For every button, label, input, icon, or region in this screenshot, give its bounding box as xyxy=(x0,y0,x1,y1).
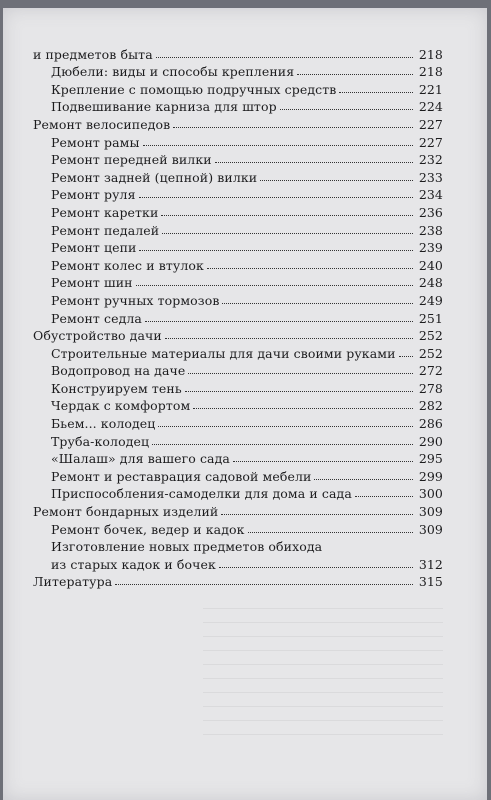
toc-section-row xyxy=(33,572,443,590)
toc-section-row xyxy=(33,501,443,519)
toc-page-number: 227 xyxy=(418,134,443,150)
dot-leader xyxy=(222,303,413,304)
toc-page-number: 295 xyxy=(418,451,443,467)
toc-section-row xyxy=(33,114,443,132)
toc-page-number: 233 xyxy=(418,169,443,185)
toc-entry-title: Труба-колодец xyxy=(51,433,150,449)
toc-entry-title: Ремонт педалей xyxy=(51,222,160,238)
dot-leader xyxy=(136,285,413,286)
toc-entry-title: Конструируем тень xyxy=(51,380,182,396)
toc-entry-title: Ремонт бондарных изделий xyxy=(33,504,219,520)
dot-leader xyxy=(139,250,413,251)
dot-leader xyxy=(248,532,413,533)
toc-entry-row xyxy=(33,449,443,467)
toc-entry-row xyxy=(33,554,443,572)
toc-entry-row xyxy=(33,220,443,238)
toc-entry-row xyxy=(33,132,443,150)
toc-entry-title: Ремонт руля xyxy=(51,187,136,203)
toc-page-number: 252 xyxy=(418,328,443,344)
toc-entry-row xyxy=(33,519,443,537)
toc-entry-row xyxy=(33,484,443,502)
toc-entry-title: Ремонт цепи xyxy=(51,240,137,256)
toc-page-number: 252 xyxy=(418,345,443,361)
toc-entry-row xyxy=(33,79,443,97)
toc-page-number: 272 xyxy=(418,363,443,379)
dot-leader xyxy=(165,338,413,339)
toc-page-number: 278 xyxy=(418,380,443,396)
toc-entry-row xyxy=(33,290,443,308)
toc-entry-row xyxy=(33,308,443,326)
dot-leader xyxy=(219,567,413,568)
toc-page-number: 236 xyxy=(418,204,443,220)
dot-leader xyxy=(339,92,413,93)
book-page xyxy=(3,8,487,800)
dot-leader xyxy=(115,584,413,585)
toc-entry-title: «Шалаш» для вашего сада xyxy=(51,451,230,467)
toc-entry-row xyxy=(33,466,443,484)
toc-page-number: 218 xyxy=(418,64,443,80)
toc-entry-row xyxy=(33,185,443,203)
toc-entry-row xyxy=(33,396,443,414)
toc-entry-row xyxy=(33,150,443,168)
toc-entry-title: из старых кадок и бочек xyxy=(51,556,216,572)
dot-leader xyxy=(139,197,413,198)
dot-leader xyxy=(193,408,413,409)
toc-entry-title: Ремонт бочек, ведер и кадок xyxy=(51,521,245,537)
toc-entry-row xyxy=(33,378,443,396)
dot-leader xyxy=(280,109,413,110)
dot-leader xyxy=(260,180,413,181)
toc-page-number: 251 xyxy=(418,310,443,326)
toc-entry-title: Дюбели: виды и способы крепления xyxy=(51,64,295,80)
toc-entry-row xyxy=(33,413,443,431)
dot-leader xyxy=(188,373,413,374)
dot-leader xyxy=(221,514,413,515)
toc-page-number: 315 xyxy=(418,574,443,590)
toc-page-number: 232 xyxy=(418,152,443,168)
toc-entry-row xyxy=(33,273,443,291)
toc-entry-title: и предметов быта xyxy=(33,46,153,62)
toc-entry-title: Приспособления-самоделки для дома и сада xyxy=(51,486,352,502)
toc-entry-title: Водопровод на даче xyxy=(51,363,186,379)
toc-entry-title: Ремонт задней (цепной) вилки xyxy=(51,169,258,185)
dot-leader xyxy=(156,57,413,58)
toc-page-number: 309 xyxy=(418,504,443,520)
toc-page-number: 239 xyxy=(418,240,443,256)
toc-entry-row xyxy=(33,255,443,273)
toc-section-row xyxy=(33,326,443,344)
dot-leader xyxy=(185,391,413,392)
dot-leader xyxy=(355,496,413,497)
toc-page-number: 227 xyxy=(418,116,443,132)
toc-page-number: 224 xyxy=(418,99,443,115)
show-through-text xyxy=(203,608,443,738)
dot-leader xyxy=(173,127,413,128)
toc-entry-title: Ремонт и реставрация садовой мебели xyxy=(51,468,312,484)
toc-entry-title: Ремонт рамы xyxy=(51,134,140,150)
toc-entry-title: Ремонт каретки xyxy=(51,204,159,220)
toc-entry-row xyxy=(33,62,443,80)
toc-entry-row xyxy=(33,202,443,220)
toc-entry-title: Подвешивание карниза для штор xyxy=(51,99,277,115)
toc-entry-title: Крепление с помощью подручных средств xyxy=(51,81,337,97)
dot-leader xyxy=(161,215,413,216)
dot-leader xyxy=(143,145,413,146)
dot-leader xyxy=(145,321,413,322)
toc-entry-row xyxy=(33,97,443,115)
dot-leader xyxy=(314,479,413,480)
toc-page-number: 290 xyxy=(418,433,443,449)
dot-leader xyxy=(162,233,413,234)
toc-entry-title: Ремонт ручных тормозов xyxy=(51,292,220,308)
toc-entry-title: Ремонт колес и втулок xyxy=(51,257,204,273)
toc-page-number: 299 xyxy=(418,468,443,484)
toc-page-number: 234 xyxy=(418,187,443,203)
toc-entry-title: Ремонт шин xyxy=(51,275,133,291)
toc-entry-row xyxy=(33,238,443,256)
toc-section-row xyxy=(33,44,443,62)
dot-leader xyxy=(233,461,413,462)
dot-leader xyxy=(297,74,413,75)
dot-leader xyxy=(152,444,413,445)
toc-page-number: 282 xyxy=(418,398,443,414)
toc-entry-title: Литература xyxy=(33,574,113,590)
toc-entry-row xyxy=(33,361,443,379)
toc-entry-row xyxy=(33,167,443,185)
table-of-contents xyxy=(33,44,443,589)
dot-leader xyxy=(399,356,414,357)
toc-page-number: 221 xyxy=(418,81,443,97)
toc-page-number: 248 xyxy=(418,275,443,291)
toc-entry-title: Чердак с комфортом xyxy=(51,398,191,414)
toc-page-number: 249 xyxy=(418,292,443,308)
toc-page-number: 309 xyxy=(418,521,443,537)
dot-leader xyxy=(207,268,413,269)
toc-entry-title: Бьем... колодец xyxy=(51,416,156,432)
toc-entry-title: Изготовление новых предметов обихода xyxy=(51,539,323,555)
toc-page-number: 238 xyxy=(418,222,443,238)
toc-entry-row xyxy=(33,343,443,361)
toc-page-number: 312 xyxy=(418,556,443,572)
toc-entry-row xyxy=(33,431,443,449)
toc-entry-title: Ремонт седла xyxy=(51,310,142,326)
dot-leader xyxy=(158,426,413,427)
toc-page-number: 300 xyxy=(418,486,443,502)
toc-page-number: 218 xyxy=(418,46,443,62)
toc-entry-title: Строительные материалы для дачи своими руками xyxy=(51,345,396,361)
toc-page-number: 240 xyxy=(418,257,443,273)
toc-entry-title: Ремонт велосипедов xyxy=(33,116,171,132)
toc-entry-title: Обустройство дачи xyxy=(33,328,162,344)
dot-leader xyxy=(215,162,413,163)
toc-entry-row xyxy=(33,537,443,555)
toc-entry-title: Ремонт передней вилки xyxy=(51,152,212,168)
toc-page-number: 286 xyxy=(418,416,443,432)
